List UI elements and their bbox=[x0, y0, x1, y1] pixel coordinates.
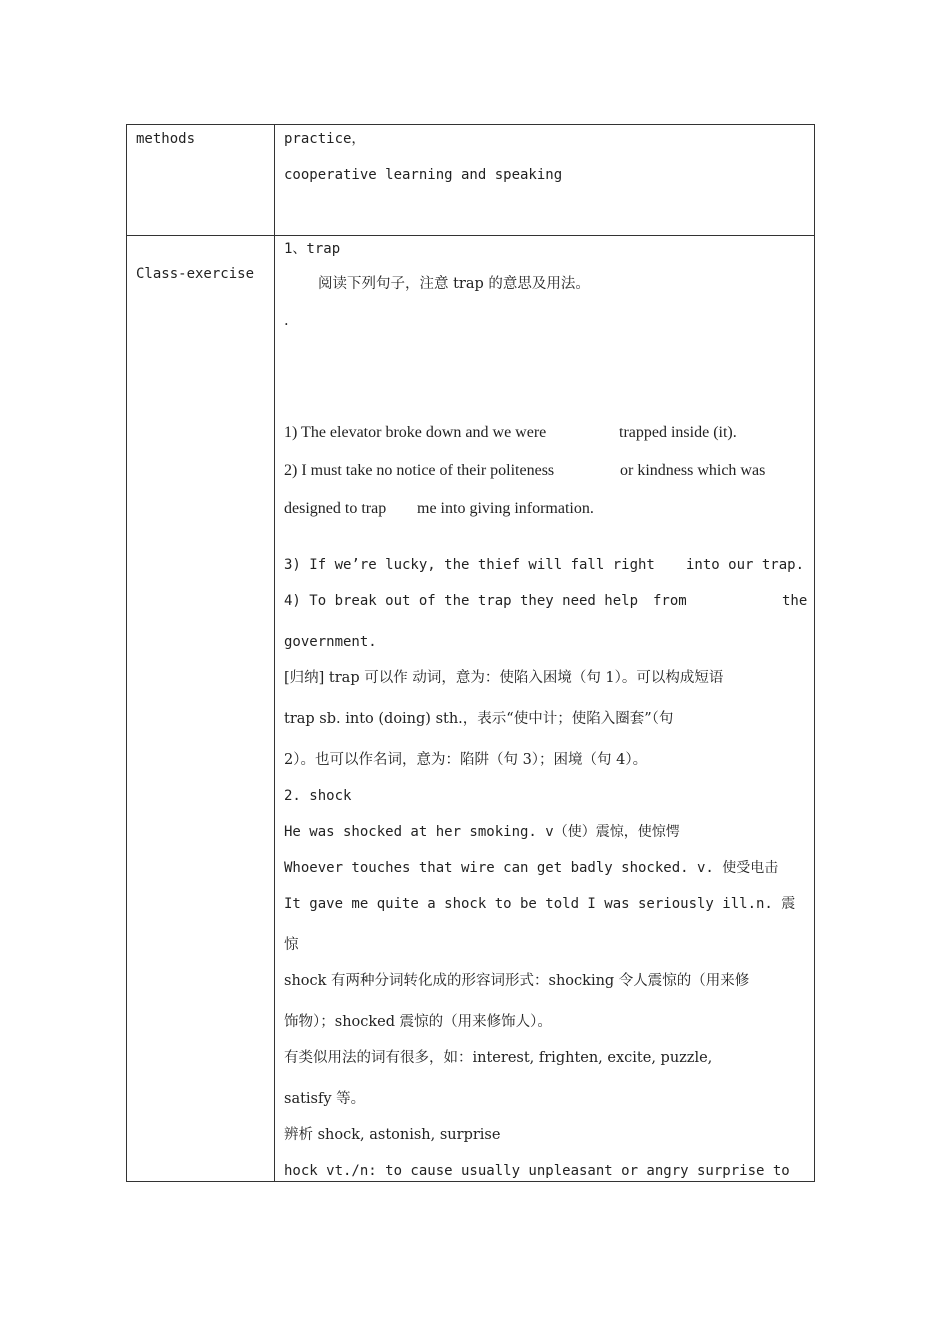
trap-summary-line-2: trap sb. into (doing) sth.，表示“使中计；使陷入圈套”（句 bbox=[284, 711, 674, 727]
shock-participle-line-2: 饰物）；shocked 震惊的（用来修饰人）。 bbox=[284, 1014, 552, 1030]
similar-words-line-1: 有类似用法的词有很多，如：interest, frighten, excite, puzzle, bbox=[284, 1050, 713, 1066]
shock-participle-line-1: shock 有两种分词转化成的形容词形式：shocking 令人震惊的（用来修 bbox=[284, 973, 750, 989]
column-divider bbox=[274, 125, 275, 1181]
trap-instruction: 阅读下列句子，注意 trap 的意思及用法。 bbox=[318, 276, 590, 292]
heading-trap: 1、trap bbox=[284, 241, 341, 257]
class-exercise-label: Class-exercise bbox=[136, 266, 255, 282]
shock-example-3: It gave me quite a shock to be told I was seriously ill.n. 震 bbox=[284, 896, 796, 912]
example-sentence-1b: trapped inside (it). bbox=[619, 424, 737, 441]
example-sentence-4a: 4) To break out of the trap they need help bbox=[284, 593, 639, 609]
shock-example-2: Whoever touches that wire can get badly shocked. v. 使受电击 bbox=[284, 860, 779, 876]
example-sentence-2a: 2) I must take no notice of their politeness bbox=[284, 462, 555, 479]
example-sentence-4d: government. bbox=[284, 634, 377, 650]
example-sentence-3b: into our trap. bbox=[686, 557, 805, 573]
row-divider bbox=[127, 235, 814, 236]
example-sentence-2b: or kindness which was bbox=[620, 462, 766, 479]
lesson-table bbox=[126, 124, 815, 1182]
example-sentence-3a: 3) If we’re lucky, the thief will fall right bbox=[284, 557, 655, 573]
similar-words-line-2: satisfy 等。 bbox=[284, 1091, 366, 1107]
example-sentence-2d: me into giving information. bbox=[417, 500, 594, 517]
shock-example-1: He was shocked at her smoking. v（使）震惊，使惊愕 bbox=[284, 824, 680, 840]
shock-example-3-cont: 惊 bbox=[284, 937, 299, 953]
heading-shock: 2. shock bbox=[284, 788, 352, 804]
example-sentence-1a: 1) The elevator broke down and we were bbox=[284, 424, 547, 441]
methods-label: methods bbox=[136, 131, 196, 147]
methods-line-2: cooperative learning and speaking bbox=[284, 167, 563, 183]
example-sentence-4b: from bbox=[653, 593, 687, 609]
comparison-heading: 辨析 shock, astonish, surprise bbox=[284, 1127, 501, 1143]
example-sentence-4c: the bbox=[782, 593, 808, 609]
example-sentence-2c: designed to trap bbox=[284, 500, 387, 517]
methods-line-1: practice， bbox=[284, 131, 366, 147]
trap-summary-line-3: 2）。也可以作名词，意为：陷阱（句 3）；困境（句 4）。 bbox=[284, 752, 648, 768]
stray-dot: . bbox=[284, 313, 289, 329]
trap-summary-line-1: [归纳] trap 可以作 动词，意为：使陷入困境（句 1）。可以构成短语 bbox=[284, 670, 724, 686]
hock-definition: hock vt./n: to cause usually unpleasant or angry surprise to bbox=[284, 1163, 790, 1179]
